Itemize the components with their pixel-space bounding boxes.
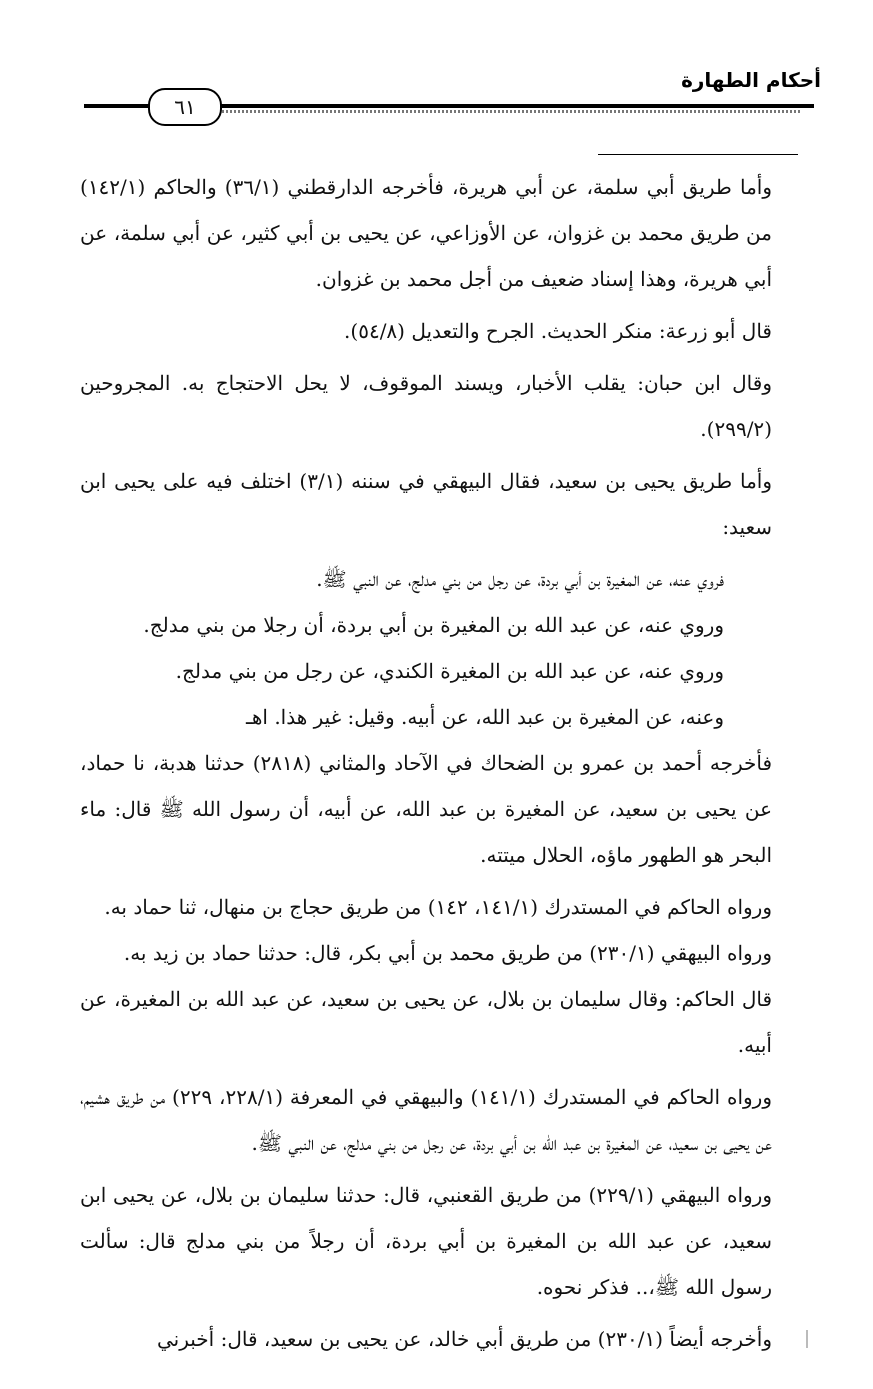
paragraph: قال أبو زرعة: منكر الحديث. الجرح والتعديل (٥٤/٨). — [344, 319, 772, 343]
paragraph: ورواه البيهقي (٢٢٩/١) من طريق القعنبي، قال: حدثنا سليمان بن بلال، عن يحيى ابن سعيد، عن عبد الله بن المغيرة بن أبي بردة، أن رجلاً من بني مدلج قال: سألت رسول الله ﷺ،.. فذكر نحوه. — [80, 1183, 772, 1299]
paragraph: وقال ابن حبان: يقلب الأخبار، ويسند الموقوف، لا يحل الاحتجاج به. المجروحين (٢٩٩/٢). — [80, 371, 772, 441]
page-body — [80, 164, 800, 1362]
paragraph: ورواه البيهقي (٢٣٠/١) من طريق محمد بن أبي بكر، قال: حدثنا حماد بن زيد به. — [123, 941, 772, 965]
paragraph: وأما طريق يحيى بن سعيد، فقال البيهقي في سننه (٣/١) اختلف فيه على يحيى ابن سعيد: — [80, 469, 772, 539]
section-rule — [598, 154, 798, 155]
header-dotted-rule — [210, 110, 800, 113]
paragraph: وأخرجه أيضاً (٢٣٠/١) من طريق أبي خالد، عن يحيى بن سعيد، قال: أخبرني — [157, 1327, 772, 1351]
paragraph: ورواه الحاكم في المستدرك (١٤١/١) والبيهقي في المعرفة (٢٢٨/١، ٢٢٩) من طريق هشيم، عن يحيى بن سعيد، عن المغيرة بن عبد الله بن أبي بردة، عن رجل من بني مدلج، عن النبي ﷺ. — [80, 1085, 772, 1155]
margin-mark — [806, 1330, 808, 1348]
paragraph: وعنه، عن المغيرة بن عبد الله، عن أبيه. وقيل: غير هذا. اهـ — [246, 705, 724, 729]
page-number — [148, 88, 222, 126]
paragraph: فأخرجه أحمد بن عمرو بن الضحاك في الآحاد والمثاني (٢٨١٨) حدثنا هدبة، نا حماد، عن يحيى بن سعيد، عن المغيرة بن عبد الله، عن أبيه، أن رسول الله ﷺ قال: ماء البحر هو الطهور ماؤه، الحلال ميتته. — [80, 751, 773, 867]
paragraph: وروي عنه، عن عبد الله بن المغيرة الكندي، عن رجل من بني مدلج. — [175, 659, 724, 683]
paragraph: وأما طريق أبي سلمة، عن أبي هريرة، فأخرجه الدارقطني (٣٦/١) والحاكم (١٤٢/١) من طريق محمد بن غزوان، عن الأوزاعي، عن يحيى بن أبي كثير، عن أبي سلمة، عن أبي هريرة، وهذا إسناد ضعيف من أجل محمد بن غزوان. — [80, 175, 772, 291]
paragraph: قال الحاكم: وقال سليمان بن بلال، عن يحيى بن سعيد، عن عبد الله بن المغيرة، عن أبيه. — [80, 987, 772, 1057]
paragraph: فروي عنه، عن المغيرة بن أبي بردة، عن رجل من بني مدلج، عن النبي ﷺ. — [316, 567, 724, 591]
book-title: أحكام الطهارة — [681, 68, 821, 92]
paragraph: ورواه الحاكم في المستدرك (١٤١/١، ١٤٢) من طريق حجاج بن منهال، ثنا حماد به. — [104, 895, 772, 919]
page-number-text: ٦١ — [174, 95, 196, 119]
paragraph: وروي عنه، عن عبد الله بن المغيرة بن أبي بردة، أن رجلا من بني مدلج. — [143, 613, 724, 637]
